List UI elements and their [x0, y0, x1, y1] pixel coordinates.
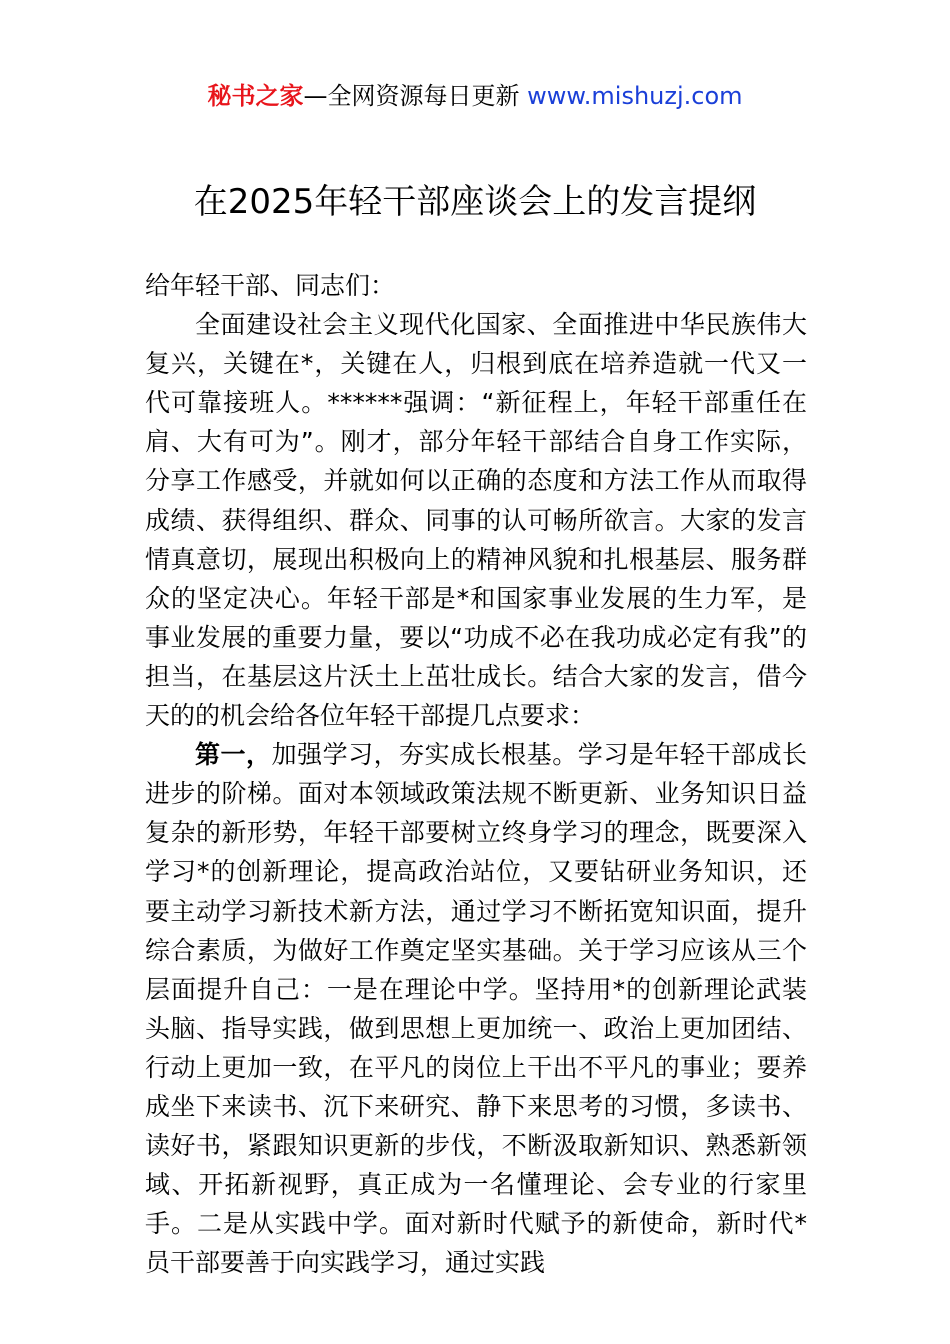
greeting: 给年轻干部、同志们：	[145, 271, 396, 300]
site-url: www.mishuzj.com	[527, 82, 743, 110]
site-header	[0, 80, 950, 112]
brand-name: 秘书之家	[207, 82, 304, 110]
document-title: 在2025年轻干部座谈会上的发言提纲	[193, 182, 757, 222]
header-slogan: —全网资源每日更新	[303, 82, 528, 110]
document-body	[145, 266, 807, 1282]
paragraph-1: 全面建设社会主义现代化国家、全面推进中华民族伟大复兴，关键在*，关键在人，归根到底在培养造就一代又一代可靠接班人。******强调：“新征程上，年轻干部重任在肩、大有可为”。刚才，部分年轻干部结合自身工作实际，分享工作感受，并就如何以正确的态度和方法工作从而取得成绩、获得组织、群众、同事的认可畅所欲言。大家的发言情真意切，展现出积极向上的精神风貌和扎根基层、服务群众的坚定决心。年轻干部是*和国家事业发展的生力军，是事业发展的重要力量，要以“功成不必在我功成必定有我”的担当，在基层这片沃土上茁壮成长。结合大家的发言，借今天的的机会给各位年轻干部提几点要求：	[145, 310, 807, 731]
paragraph-2	[145, 735, 807, 1282]
paragraph-2-lead: 第一，	[195, 740, 272, 770]
paragraph-2-text: 加强学习，夯实成长根基。学习是年轻干部成长进步的阶梯。面对本领域政策法规不断更新、业务知识日益复杂的新形势，年轻干部要树立终身学习的理念，既要深入学习*的创新理论，提高政治站位，又要钻研业务知识，还要主动学习新技术新方法，通过学习不断拓宽知识面，提升综合素质，为做好工作奠定坚实基础。关于学习应该从三个层面提升自己：一是在理论中学。坚持用*的创新理论武装头脑、指导实践，做到思想上更加统一、政治上更加团结、行动上更加一致，在平凡的岗位上干出不平凡的事业；要养成坐下来读书、沉下来研究、静下来思考的习惯，多读书、读好书，紧跟知识更新的步伐，不断汲取新知识、熟悉新领域、开拓新视野，真正成为一名懂理论、会专业的行家里手。二是从实践中学。面对新时代赋予的新使命，新时代*员干部要善于向实践学习，通过实践	[145, 740, 807, 1278]
